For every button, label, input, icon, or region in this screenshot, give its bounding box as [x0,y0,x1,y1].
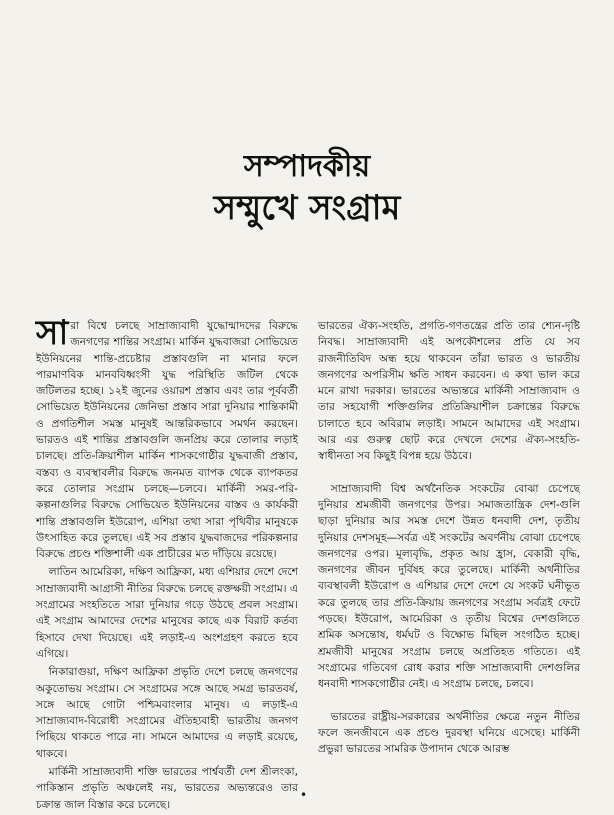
paragraph: ভারতের রাষ্ট্রীয়-সরকারের অর্থনীতির ক্ষেত্রে নতুন নীতির ফলে জনজীবনে এক প্রচণ্ড দুরবস্থা ঘনিয়ে এসেছে। মার্কিনী প্রভুরা ভারতের সামরিক উপাদান থেকে আরম্ভ [318,710,580,756]
paragraph: সাম্রাজ্যবাদী বিশ্ব অর্থনৈতিক সংকটের বোঝা চেপেছে দুনিয়ার শ্রমজীবী জনগণের উপর। সমাজতান্ত্রিক দেশ-গুলি ছাড়া দুনিয়ার আর সমস্ত দেশে উন্নত ধনবাদী দেশ, তৃতীয় দুনিয়ার দেশসমূহ—সর্বত্র এই সংকটের অবর্ণনীয় বোঝা চেপেছে জনগণের ওপর। মূল্যবৃদ্ধি, প্রকৃত আয় হ্রাস, বেকারী বৃদ্ধি, জনগণের জীবন দুর্বিষহ করে তুলেছে। মার্কিনী অর্থনীতির ব্যবস্থাবলী ইউরোপ ও এশিয়ার দেশে দেশে যে সংকট ঘনীভূত করে তুলছে তার প্রতি-ক্রিয়ায় জনগণের সংগ্রাম সর্বত্রই ফেটে পড়ছে। ইউরোপ, আমেরিকা ও তৃতীয় বিশ্বের দেশগুলিতে শ্রমিক অসন্তোষ, ধর্মঘট ও বিক্ষোভ মিছিল সংগঠিত হচ্ছে। শ্রমজীবী মানুষের সংগ্রাম চলছে অপ্রতিহত গতিতে। এই সংগ্রামের গতিবেগ রোধ করার শক্তি সাম্রাজ্যবাদী দেশগুলির ধনবাদী শাসকগোষ্ঠীর নেই। এ সংগ্রাম চলছে, চলবে। [318,482,580,691]
page-folio-mark: • [300,788,308,802]
section-spacer [318,467,580,481]
article-title: সম্মুখে সংগ্রাম [213,188,401,228]
left-column [36,313,298,815]
paragraph: মার্কিনী সাম্রাজ্যবাদী শক্তি ভারতের পার্শ্ববর্তী দেশ শ্রীলংকা, পাকিস্তান প্রভৃতি অঞ্চলেই নয়, ভারতের অভ্যন্তরেও তার চক্রান্ত জাল বিস্তার করে চলেছে। [36,766,298,811]
section-label: সম্পাদকীয় [243,149,371,184]
right-column [318,318,580,759]
paragraph: নিকারাগুয়া, দক্ষিণ আফ্রিকা প্রভৃতি দেশে চলছে জনগণের অকুতোভয় সংগ্রাম। সে সংগ্রামের সঙ্গে আছে সমগ্র ভারতবর্ষ, সঙ্গে আছে গোটা পশ্চিমবাংলার মানুষ। এ লড়াই-এ সাম্রাজ্যবাদ-বিরোধী সংগ্রামের ঐতিহ্যবাহী ভারতীয় জনগণ পিছিয়ে থাকতে পারে না। সামনে আমাদের এ লড়াই রয়েছে, থাকবে। [36,666,298,760]
drop-cap: সা [36,313,69,353]
paragraph-text: রা বিশ্বে চলছে সাম্রাজ্যবাদী যুদ্ধোন্মাদদের বিরুদ্ধে জনগণের শান্তির সংগ্রাম। মার্কিন যুদ্ধবাজরা সোভিয়েত ইউনিয়নের শান্তি-প্রচেষ্টার প্রস্তাবগুলি না মানার ফলে পারমাণবিক মানববিধ্বংসী যুদ্ধ পরিস্থিতি জটিল থেকে জটিলতর হচ্ছে। ১২ই জুনের ওয়ারশ প্রস্তাব এবং তার পূর্ববর্তী সোভিয়েত ইউনিয়নের জেনিভা প্রস্তাব সারা দুনিয়ার শান্তিকামী ও প্রগতিশীল সমস্ত মানুষই আন্তরিকভাবে সমর্থন করছেন। ভারতও এই শান্তির প্রস্তাবগুলি জনপ্রিয় করে তোলার লড়াই চালছে। প্রতি-ক্রিয়াশীল মার্কিন শাসকগোষ্ঠীর যুদ্ধবাজী প্রস্তাব, বস্তব্য ও ব্যবস্থাবলীর বিরুদ্ধে জনমত ব্যাপক থেকে ব্যাপকতর করে তোলার সংগ্রাম চলছে—চলবে। মার্কিনী সমর-পরি-কল্পনাগুলির বিরুদ্ধে সোভিয়েত ইউনিয়নের বাস্তব ও কার্যকরী শান্তি প্রস্তাবগুলি ইউরোপ, এশিয়া তথা সারা পৃথিবীর মানুষকে উৎসাহিত করে তুলছে। এই সব প্রস্তাব যুদ্ধবাজদের পরিকল্পনার বিরুদ্ধে প্রচণ্ড শক্তিশালী এক প্রাচীরের মত দাঁড়িয়ে রয়েছে। [36,320,298,561]
paragraph [36,313,298,562]
paragraph: ভারতের ঐক্য-সংহতি, প্রগতি-গণতন্ত্রের প্রতি তার শ্যেন-দৃষ্টি নিবদ্ধ। সাম্রাজ্যবাদী এই অপকৌশলের প্রতি যে সব রাজনীতিবিদ অন্ধ হয়ে থাকবেন তাঁরা ভারত ও ভারতীয় জনগণের অপরিসীম ক্ষতি সাধন করবেন। এ কথা ভাল করে মনে রাখা দরকার। ভারতের অভ্যন্তরে মার্কিনী সাম্রাজ্যবাদ ও তার সহযোগী শক্তিগুলির প্রতিক্রিয়াশীল চক্রান্তের বিরুদ্ধে চালাতে হবে অবিরাম লড়াই। সামনে আমাদের এই সংগ্রাম। আর এর গুরুত্ব ছোট করে দেখলে দেশের ঐক্য-সংহতি-স্বাধীনতা সব কিছুই বিপন্ন হয়ে উঠবে। [318,320,580,463]
editorial-header [40,150,574,228]
paragraph: লাতিন আমেরিকা, দক্ষিণ আফ্রিকা, মধ্য এশিয়ার দেশে দেশে সাম্রাজ্যবাদী আগ্রাসী নীতির বিরুদ্ধে চলছে রক্তক্ষয়ী সংগ্রাম। এ সংগ্রামের সংহতিতে সারা দুনিয়ার গড়ে উঠছে প্রবল সংগ্রাম। এই সংগ্রাম আমাদের দেশের মানুষের কাছে এক বিরাট কর্তব্য হিসাবে দেখা দিয়েছে। এই লড়াই-এ অংশগ্রহণ করতে হবে এগিয়ে। [36,566,298,660]
section-spacer [318,695,580,709]
